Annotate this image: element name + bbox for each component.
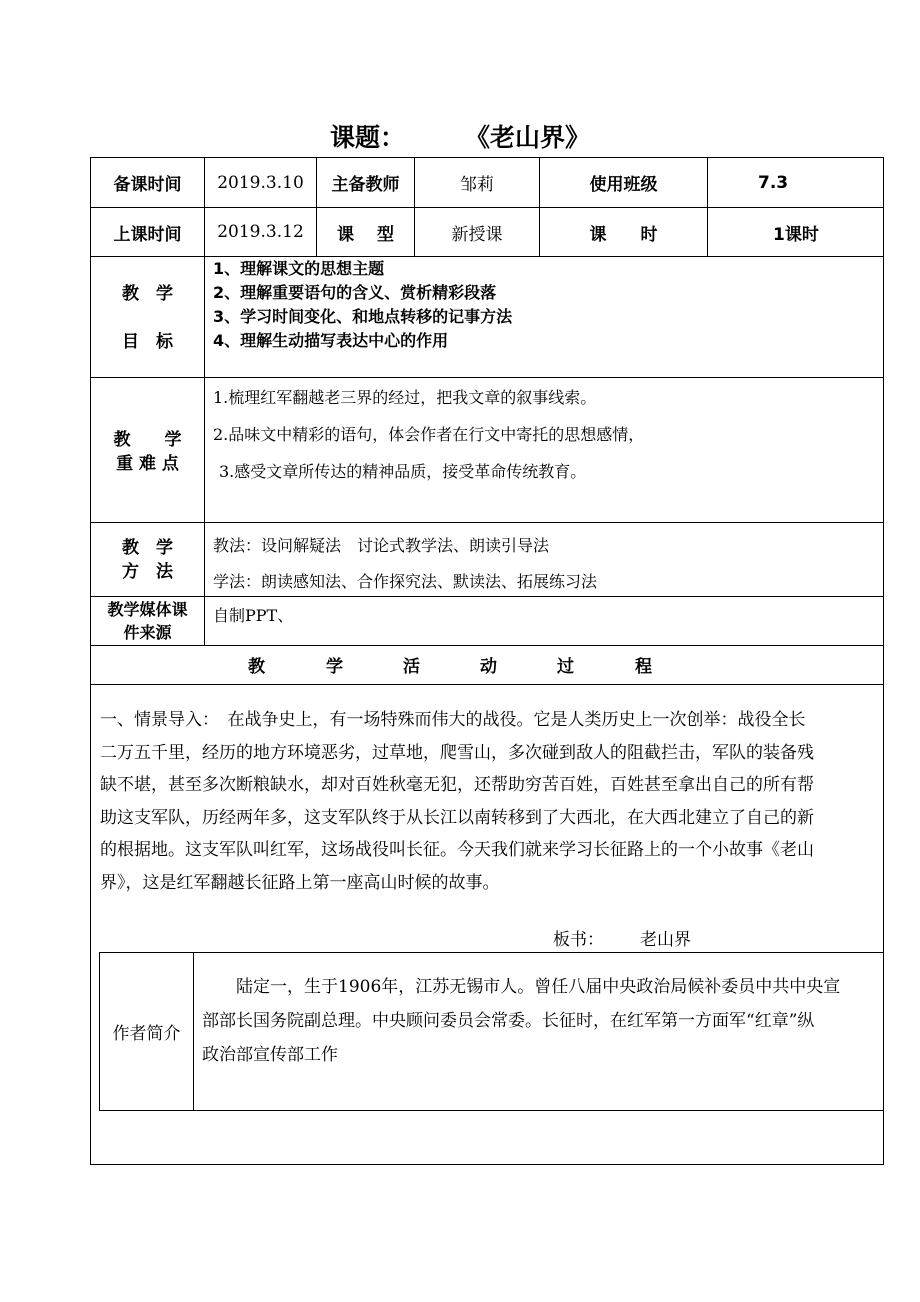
class-value: 7.3 [758,172,789,193]
lesson-type-label: 课 型 [337,224,394,245]
process-header-char: 活 [403,657,420,677]
hours-value: 1课时 [773,224,819,245]
process-header-char: 教 [248,657,265,677]
author-label: 作者简介 [112,1024,181,1044]
author-content [202,970,883,1072]
list-item: 1、理解课文的思想主题 [213,259,385,278]
methods-label-line1: 教 学 [122,538,173,558]
key-points-label-line1: 教 学 [113,430,182,450]
key-points-label-line2: 重 难 点 [116,454,179,474]
board-label: 板书： [553,930,604,950]
list-item: 1.梳理红军翻越老三界的经过，把我文章的叙事线索。 [213,388,597,407]
lesson-name: 《老山界》 [465,123,591,152]
board-value: 老山界 [640,930,691,950]
prep-time-label: 备课时间 [113,175,182,195]
objectives-label-line1: 教 学 [122,284,173,304]
title-label: 课题： [329,123,405,152]
prep-time-value: 2019.3.10 [217,172,304,193]
teacher-label: 主备教师 [331,175,400,195]
process-header-char: 动 [480,657,497,677]
media-value: 自制PPT、 [213,606,294,625]
list-item: 3.感受文章所传达的精神品质，接受革命传统教育。 [219,462,587,481]
teaching-method: 教法：设问解疑法 讨论式教学法、朗读引导法 [213,536,550,555]
media-label-line2: 件来源 [123,623,172,642]
list-item: 4、理解生动描写表达中心的作用 [213,331,449,350]
objectives-list [213,257,873,353]
lesson-time-label: 上课时间 [113,224,182,245]
class-label: 使用班级 [589,175,658,195]
teacher-value: 邹莉 [460,175,494,195]
paragraph-line: 界》，这是红军翻越长征路上第一座高山时候的故事。 [100,872,500,893]
process-header-char: 程 [635,657,652,677]
paragraph-line: 助这支军队，历经两年多，这支军队终于从长江以南转移到了大西北，在大西北建立了自己的新 [100,807,814,828]
lesson-type-value: 新授课 [451,224,503,245]
paragraph-line: 一、情景导入： 在战争史上，有一场特殊而伟大的战役。它是人类历史上一次创举：战役全长 [100,710,806,730]
media-label-line1: 教学媒体课 [107,600,188,619]
paragraph-line: 的根据地。这支军队叫红军，这场战役叫长征。今天我们就来学习长征路上的一个小故事《老山 [100,840,814,861]
page-title [0,118,920,154]
list-item: 2.品味文中精彩的语句，体会作者在行文中寄托的思想感情， [213,425,645,444]
methods-label [91,536,204,584]
methods-label-line2: 方 法 [122,562,173,582]
process-header-char: 过 [557,657,574,677]
list-item: 3、学习时间变化、和地点转移的记事方法 [213,307,513,326]
board-writing [553,925,691,950]
process-header-char: 学 [326,657,343,677]
hours-label: 课 时 [589,224,658,245]
paragraph-line: 政治部宣传部工作 [202,1045,338,1065]
paragraph-line: 缺不堪，甚至多次断粮缺水，却对百姓秋毫无犯，还帮助穷苦百姓，百姓甚至拿出自己的所有帮 [100,775,814,796]
intro-paragraph [100,704,882,900]
paragraph-line: 二万五千里，经历的地方环境恶劣，过草地，爬雪山，多次碰到敌人的阻截拦击，军队的装备残 [100,742,814,763]
methods-content [213,528,878,600]
lesson-time-value: 2019.3.12 [217,222,304,242]
media-label [91,598,204,644]
key-points-list [213,379,878,490]
paragraph-line: 部部长国务院副总理。中央顾问委员会常委。长征时，在红军第一方面军“红章”纵 [202,1011,815,1031]
list-item: 2、理解重要语句的含义、赏析精彩段落 [213,283,497,302]
process-header [91,645,883,684]
objectives-label [91,270,204,366]
paragraph-line: 陆定一，生于1906年，江苏无锡市人。曾任八届中央政治局候补委员中共中央宣 [236,977,841,997]
objectives-label-line2: 目 标 [122,332,173,352]
key-points-label [91,428,204,476]
learning-method: 学法：朗读感知法、合作探究法、默读法、拓展练习法 [213,572,598,591]
